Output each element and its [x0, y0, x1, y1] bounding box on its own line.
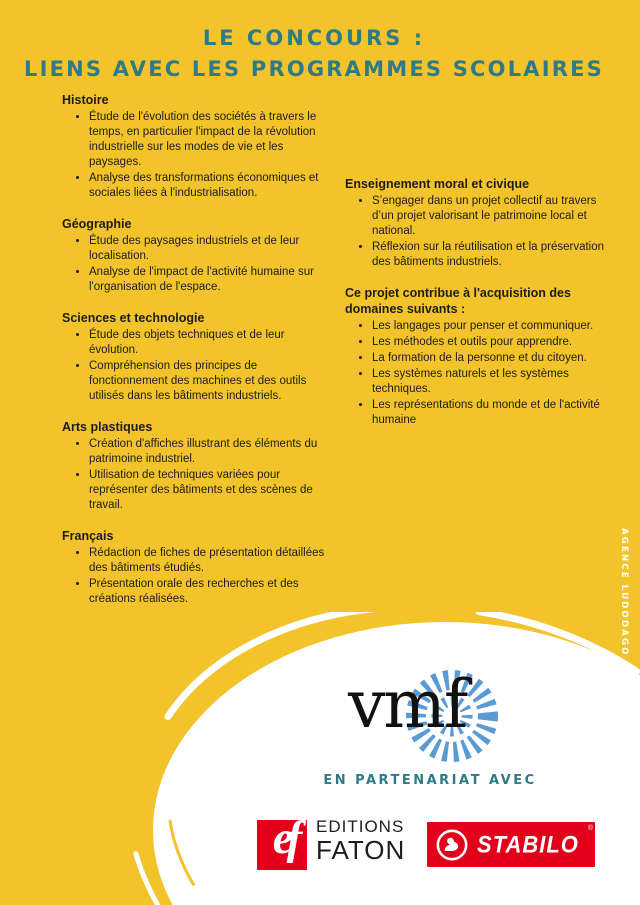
program-section — [345, 285, 615, 428]
bullet-item: • Rédaction de fiches de présentation détaillées des bâtiments étudiés. — [89, 546, 334, 576]
section-bullets — [62, 328, 334, 404]
section-heading: Ce projet contribue à l'acquisition des domaines suivants : — [345, 286, 571, 316]
bullet-item: • Réflexion sur la réutilisation et la préservation des bâtiments industriels. — [372, 240, 615, 270]
section-heading: Géographie — [62, 217, 132, 231]
title-line1: LE CONCOURS : — [202, 26, 426, 50]
bullet-item: • La formation de la personne et du citoyen. — [372, 351, 615, 366]
registered-mark: ® — [587, 825, 593, 832]
stabilo-swan-icon — [435, 828, 469, 862]
title-line2: LIENS AVEC LES PROGRAMMES SCOLAIRES — [24, 57, 604, 81]
stabilo-logo — [427, 822, 595, 867]
program-section — [62, 528, 334, 607]
bullet-item: • Étude des paysages industriels et de leur localisation. — [89, 234, 334, 264]
bullet-item: • Compréhension des principes de fonctionnement des machines et des outils utilisés dans les bâtiments industriels. — [89, 359, 334, 404]
section-heading: Sciences et technologie — [62, 311, 205, 325]
bullet-item: • Création d'affiches illustrant des éléments du patrimoine industriel. — [89, 437, 334, 467]
program-section — [345, 176, 615, 270]
vmf-wordmark: vmf — [348, 666, 467, 743]
footer — [0, 612, 640, 905]
bullet-item: • Analyse des transformations économiques et sociales liées à l'industrialisation. — [89, 171, 334, 201]
faton-line1: EDITIONS — [316, 817, 405, 836]
section-bullets — [345, 194, 615, 270]
bullet-item: • S’engager dans un projet collectif au travers d’un projet valorisant le patrimoine local et national. — [372, 194, 615, 239]
ef-red-square — [257, 812, 307, 870]
stabilo-wordmark: STABILO — [477, 830, 579, 858]
bullet-item: • Présentation orale des recherches et des créations réalisées. — [89, 577, 334, 607]
partnership-label: EN PARTENARIAT AVEC — [323, 773, 537, 788]
section-bullets — [62, 546, 334, 607]
ef-monogram: ef — [272, 812, 296, 864]
section-heading: Arts plastiques — [62, 420, 153, 434]
left-column — [62, 92, 334, 622]
bullet-item: • Étude de l'évolution des sociétés à travers le temps, en particulier l'impact de la révolution industrielle sur les modes de vie et les paysages. — [89, 110, 334, 170]
bullet-item: • Analyse de l'impact de l'activité humaine sur l'organisation de l'espace. — [89, 265, 334, 295]
section-bullets — [62, 234, 334, 295]
bullet-item: • Les systèmes naturels et les systèmes techniques. — [372, 367, 615, 397]
section-heading: Histoire — [62, 93, 109, 107]
right-column — [345, 176, 615, 443]
bullet-item: • Les langages pour penser et communiquer. — [372, 319, 615, 334]
agency-credit: AGENCE LUDODAGO — [619, 528, 629, 657]
program-section — [62, 92, 334, 201]
section-bullets — [62, 437, 334, 513]
bullet-item: • Utilisation de techniques variées pour représenter des bâtiments et des scènes de travail. — [89, 468, 334, 513]
vmf-logo — [340, 658, 530, 776]
bullet-item: • Les méthodes et outils pour apprendre. — [372, 335, 615, 350]
program-section — [62, 216, 334, 295]
program-section — [62, 419, 334, 513]
faton-line2: FATON — [316, 835, 406, 865]
section-heading: Enseignement moral et civique — [345, 177, 530, 191]
section-heading: Français — [62, 529, 114, 543]
program-section — [62, 310, 334, 404]
bullet-item: • Les représentations du monde et de l'activité humaine — [372, 398, 615, 428]
section-bullets — [62, 110, 334, 201]
section-bullets — [345, 319, 615, 428]
page-title — [0, 26, 628, 81]
faton-wordmark — [316, 817, 405, 864]
bullet-item: • Étude des objets techniques et de leur évolution. — [89, 328, 334, 358]
